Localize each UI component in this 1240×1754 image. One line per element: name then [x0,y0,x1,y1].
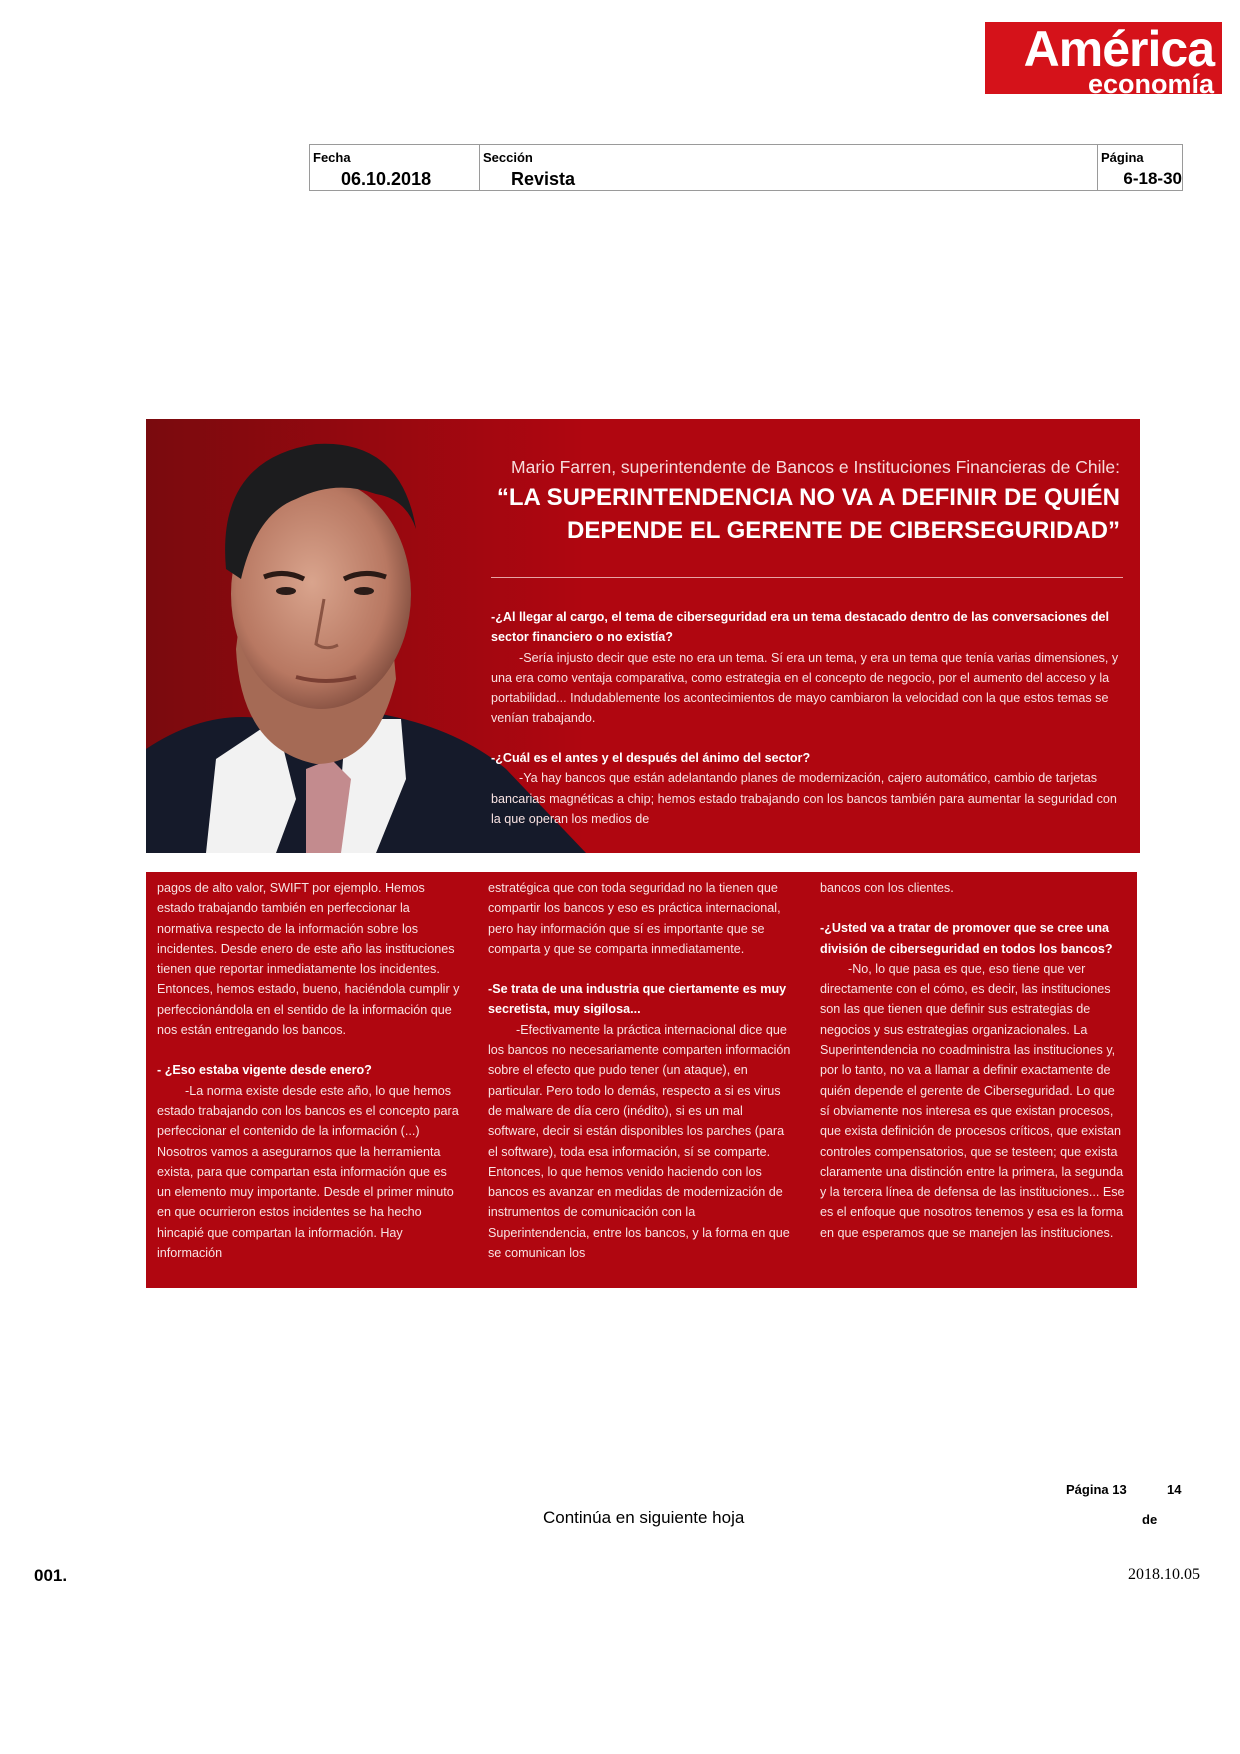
continua-note: Continúa en siguiente hoja [543,1508,745,1527]
article-column-1 [157,878,464,1263]
pagina-value: 6-18-30 [1123,169,1182,188]
header-info-table [309,144,1183,191]
column-1-question: - ¿Eso estaba vigente desde enero? [157,1063,372,1078]
pagina-label: Página [1101,150,1144,165]
footer-page-total: 14 [1167,1482,1182,1497]
america-economia-logo [985,21,1222,99]
seccion-cell [480,145,1098,190]
article-column-2 [488,878,795,1263]
column-2-text-b: -Efectivamente la práctica internacional dice que los bancos no necesariamente comparten información sobre el efecto que pudo tener (un ataque), en particular. Pero todo lo demás, respecto a si es virus de malware de día cero (inédito), si es un mal software, decir si están disponibles los parches (para el software), toda esa información, sí se comparte. Entonces, lo que hemos venido haciendo con los bancos es avanzar en medidas de modernización de instrumentos de comunicación con la Superintendencia, entre los bancos, y la forma en que se comunican los [488,1022,791,1261]
seccion-value: Revista [511,169,576,189]
column-1-text-b: -La norma existe desde este año, lo que hemos estado trabajando con los bancos es el concepto para perfeccionar el contenido de la información (...) Nosotros vamos a asegurarnos que la herramienta exista, para que compartan esta información que es un elemento muy importante. Desde el primer minuto en que ocurrieron estos incidentes se ha hecho hincapié que compartan la información. Hay información [157,1083,459,1261]
footer-page-label: Página 13 [1066,1482,1127,1497]
qa-block-1 [491,607,1123,729]
column-3-question: -¿Usted va a tratar de promover que se cree una división de ciberseguridad en todos los bancos? [820,921,1113,956]
article-top-panel [146,419,1140,853]
column-2-text-a: estratégica que con toda seguridad no la tienen que compartir los bancos y eso es práctica internacional, pero hay información que sí es importante que se comparta y que se comparta inmediatamente. [488,881,781,956]
article-bottom-panel [146,872,1137,1288]
column-1-text-a: pagos de alto valor, SWIFT por ejemplo. Hemos estado trabajando también en perfeccionar la normativa respecto de la información sobre los incidentes. Desde enero de este año las instituciones tienen que reportar inmediatamente los incidentes. Entonces, hemos estado, bueno, haciéndola cumplir y perfeccionándola en el sentido de la información que nos están entregando los bancos. [157,881,460,1038]
logo-line-1: América [1023,21,1214,77]
column-2-question: -Se trata de una industria que ciertamente es muy secretista, muy sigilosa... [488,982,787,1017]
article-headline: “LA SUPERINTENDENCIA NO VA A DEFINIR DE QUIÉN DEPENDE EL GERENTE DE CIBERSEGURIDAD” [496,484,1120,544]
article-kicker: Mario Farren, superintendente de Bancos e Instituciones Financieras de Chile: [511,457,1120,477]
fecha-cell [310,145,480,190]
footer-de-label: de [1142,1512,1158,1527]
fecha-value: 06.10.2018 [341,169,432,189]
fecha-label: Fecha [313,150,351,165]
qa-block-2 [491,748,1123,829]
article-column-3 [820,878,1127,1243]
seccion-label: Sección [483,150,533,165]
document-date: 2018.10.05 [1128,1566,1200,1583]
column-3-text-b: -No, lo que pasa es que, eso tiene que ver directamente con el cómo, es decir, las instituciones son las que tienen que definir sus estrategias de negocios y sus estrategias organizacionales. La Superintendencia no coadministra las instituciones y, por lo tanto, no va a llamar a definir exactamente de quién depende el gerente de Ciberseguridad. Lo que sí obviamente nos interesa es que existan procesos, que exista definición de procesos críticos, que existan controles compensatorios, que se testeen; que exista claramente una distinción entre la primera, la segunda y la tercera línea de defensa de las instituciones... Ese es el enfoque que nosotros tenemos y esa es la forma en que esperamos que se manejen las instituciones. [820,961,1125,1240]
question-2: -¿Cuál es el antes y el después del ánimo del sector? [491,751,811,765]
column-3-text-a: bancos con los clientes. [820,881,954,895]
logo-line-2: economía [1087,69,1214,99]
answer-1: -Sería injusto decir que este no era un tema. Sí era un tema, y era un tema que tenía varias dimensiones, y una era como ventaja comparativa, como estrategia en el concepto de negocio, por el aumento del acceso y la portabilidad... Indudablemente los acontecimientos de mayo cambiaron la velocidad con la que estos temas se venían trabajando. [491,650,1119,726]
question-1: -¿Al llegar al cargo, el tema de ciberseguridad era un tema destacado dentro de las conversaciones del sector financiero o no existía? [491,610,1110,645]
document-code: 001. [34,1566,68,1585]
headline-divider [491,577,1123,578]
answer-2: -Ya hay bancos que están adelantando planes de modernización, cajero automático, cambio de tarjetas bancarias magnéticas a chip; hemos estado trabajando con los bancos también para aumentar la seguridad con la que operan los medios de [491,771,1117,826]
pagina-cell [1098,145,1182,190]
